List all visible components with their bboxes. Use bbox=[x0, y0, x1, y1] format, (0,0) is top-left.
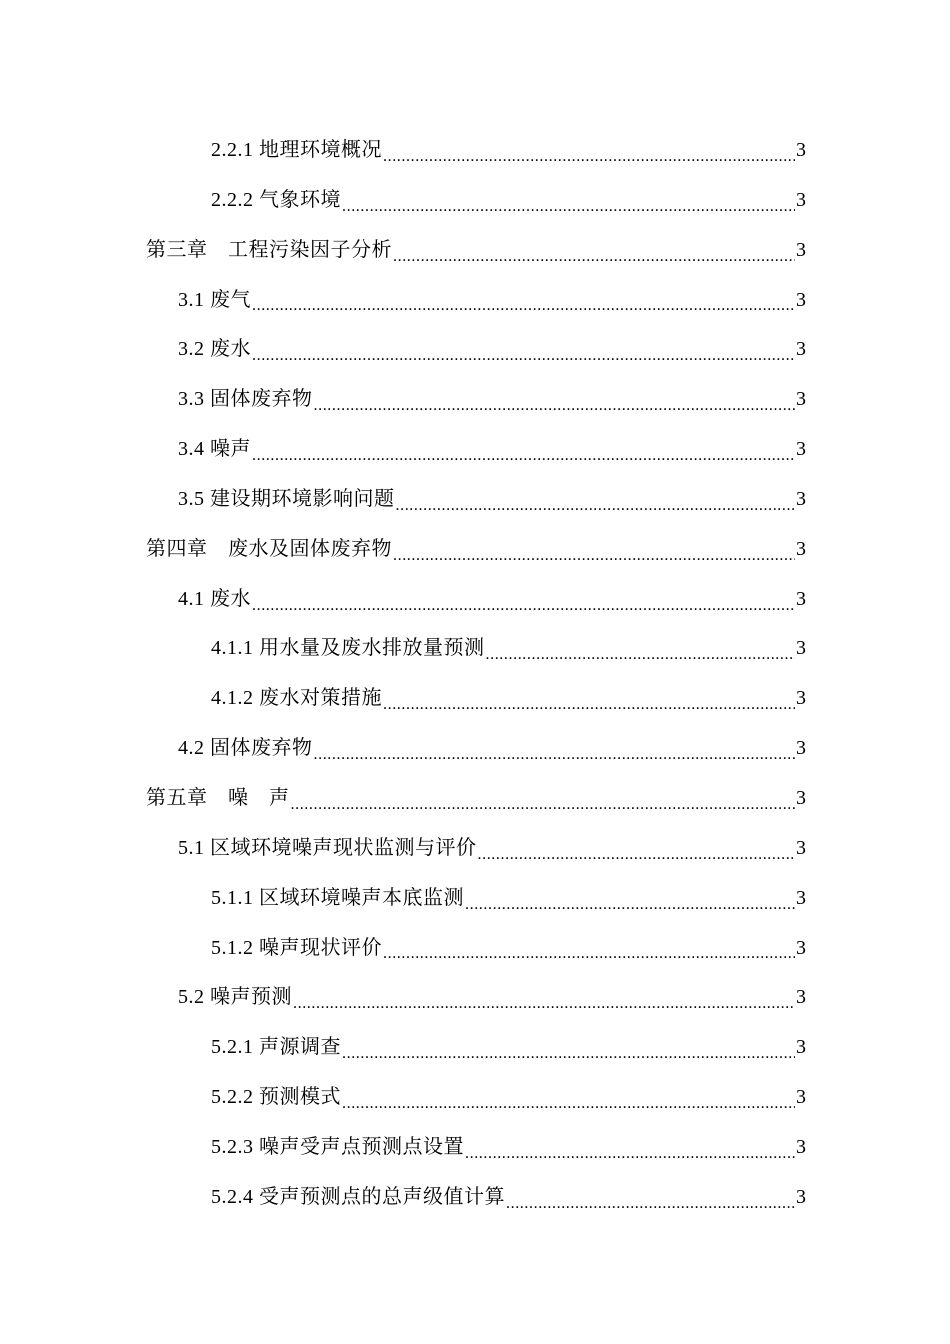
toc-entry-title: 5.1 区域环境噪声现状监测与评价 bbox=[178, 836, 477, 859]
toc-entry-page: 3 bbox=[796, 1086, 806, 1109]
toc-entry[interactable] bbox=[0, 824, 950, 874]
toc-entry-page: 3 bbox=[796, 637, 806, 660]
toc-entry-page: 3 bbox=[796, 1135, 806, 1158]
toc-entry[interactable] bbox=[0, 874, 950, 924]
toc-entry[interactable] bbox=[0, 1023, 950, 1073]
toc-entry[interactable] bbox=[0, 176, 950, 226]
toc-entry-title: 2.2.2 气象环境 bbox=[211, 188, 341, 211]
toc-entry-page: 3 bbox=[796, 1185, 806, 1208]
toc-leader-dots bbox=[383, 145, 795, 165]
toc-leader-dots bbox=[314, 394, 796, 414]
toc-leader-dots bbox=[252, 344, 795, 364]
toc-entry-page: 3 bbox=[796, 188, 806, 211]
toc-entry-page: 3 bbox=[796, 936, 806, 959]
toc-entry-page: 3 bbox=[796, 288, 806, 311]
toc-entry[interactable] bbox=[0, 226, 950, 276]
toc-entry-title: 5.1.2 噪声现状评价 bbox=[211, 936, 382, 959]
toc-entry[interactable] bbox=[0, 325, 950, 375]
toc-entry-page: 3 bbox=[796, 238, 806, 261]
toc-entry-title: 第五章 噪 声 bbox=[146, 786, 290, 809]
toc-entry-title: 3.4 噪声 bbox=[178, 438, 251, 461]
toc-entry[interactable] bbox=[0, 1173, 950, 1223]
toc-entry[interactable] bbox=[0, 774, 950, 824]
toc-entry-page: 3 bbox=[796, 786, 806, 809]
toc-leader-dots bbox=[342, 1042, 795, 1062]
toc-entry-title: 4.1.1 用水量及废水排放量预测 bbox=[211, 637, 485, 660]
toc-entry[interactable] bbox=[0, 126, 950, 176]
toc-leader-dots bbox=[252, 444, 795, 464]
toc-entry-title: 5.2 噪声预测 bbox=[178, 986, 292, 1009]
toc-entry[interactable] bbox=[0, 525, 950, 575]
toc-leader-dots bbox=[465, 1142, 795, 1162]
toc-entry-page: 3 bbox=[796, 537, 806, 560]
toc-leader-dots bbox=[486, 643, 796, 663]
toc-entry-title: 5.1.1 区域环境噪声本底监测 bbox=[211, 886, 464, 909]
toc-leader-dots bbox=[293, 992, 795, 1012]
toc-entry[interactable] bbox=[0, 624, 950, 674]
toc-leader-dots bbox=[393, 245, 795, 265]
toc-entry-page: 3 bbox=[796, 388, 806, 411]
toc-leader-dots bbox=[393, 544, 795, 564]
toc-leader-dots bbox=[506, 1192, 795, 1212]
toc-entry-title: 5.2.4 受声预测点的总声级值计算 bbox=[211, 1185, 505, 1208]
toc-entry-page: 3 bbox=[796, 836, 806, 859]
toc-entry-title: 3.1 废气 bbox=[178, 288, 251, 311]
toc-entry-title: 5.2.2 预测模式 bbox=[211, 1086, 341, 1109]
toc-leader-dots bbox=[383, 942, 795, 962]
toc-entry[interactable] bbox=[0, 375, 950, 425]
toc-entry-page: 3 bbox=[796, 139, 806, 161]
toc-entry[interactable] bbox=[0, 1073, 950, 1123]
toc-entry-page: 3 bbox=[796, 1036, 806, 1059]
toc-entry-page: 3 bbox=[796, 487, 806, 510]
toc-entry-page: 3 bbox=[796, 986, 806, 1009]
toc-entry-title: 3.3 固体废弃物 bbox=[178, 388, 313, 411]
toc-entry-title: 3.5 建设期环境影响问题 bbox=[178, 487, 395, 510]
toc-entry-title: 5.2.1 声源调查 bbox=[211, 1036, 341, 1059]
toc-leader-dots bbox=[342, 1092, 795, 1112]
toc-entry-title: 3.2 废水 bbox=[178, 338, 251, 361]
toc-entry-page: 3 bbox=[796, 687, 806, 710]
toc-entry[interactable] bbox=[0, 475, 950, 525]
toc-entry[interactable] bbox=[0, 425, 950, 475]
toc-entry-title: 第四章 废水及固体废弃物 bbox=[146, 537, 392, 560]
toc-leader-dots bbox=[314, 743, 796, 763]
toc-leader-dots bbox=[291, 793, 796, 813]
toc-entry-title: 第三章 工程污染因子分析 bbox=[146, 238, 392, 261]
toc-entry[interactable] bbox=[0, 924, 950, 974]
toc-entry-title: 4.2 固体废弃物 bbox=[178, 737, 313, 760]
toc-entry-page: 3 bbox=[796, 338, 806, 361]
toc-entry-title: 5.2.3 噪声受声点预测点设置 bbox=[211, 1135, 464, 1158]
toc-entry-title: 4.1.2 废水对策措施 bbox=[211, 687, 382, 710]
toc-leader-dots bbox=[383, 693, 795, 713]
toc-entry[interactable] bbox=[0, 674, 950, 724]
toc-entry[interactable] bbox=[0, 724, 950, 774]
toc-entry[interactable] bbox=[0, 973, 950, 1023]
toc-entry-page: 3 bbox=[796, 587, 806, 610]
toc-entry-page: 3 bbox=[796, 886, 806, 909]
toc-entry-title: 4.1 废水 bbox=[178, 587, 251, 610]
toc-leader-dots bbox=[252, 594, 795, 614]
toc-leader-dots bbox=[252, 294, 795, 314]
toc-entry-title: 2.2.1 地理环境概况 bbox=[211, 139, 382, 161]
toc-entry[interactable] bbox=[0, 575, 950, 625]
toc-entry-page: 3 bbox=[796, 737, 806, 760]
toc-leader-dots bbox=[478, 843, 796, 863]
table-of-contents bbox=[0, 126, 950, 1223]
toc-leader-dots bbox=[465, 893, 795, 913]
toc-entry[interactable] bbox=[0, 276, 950, 326]
toc-entry-page: 3 bbox=[796, 438, 806, 461]
toc-entry[interactable] bbox=[0, 1123, 950, 1173]
toc-leader-dots bbox=[396, 494, 796, 514]
toc-leader-dots bbox=[342, 195, 795, 215]
